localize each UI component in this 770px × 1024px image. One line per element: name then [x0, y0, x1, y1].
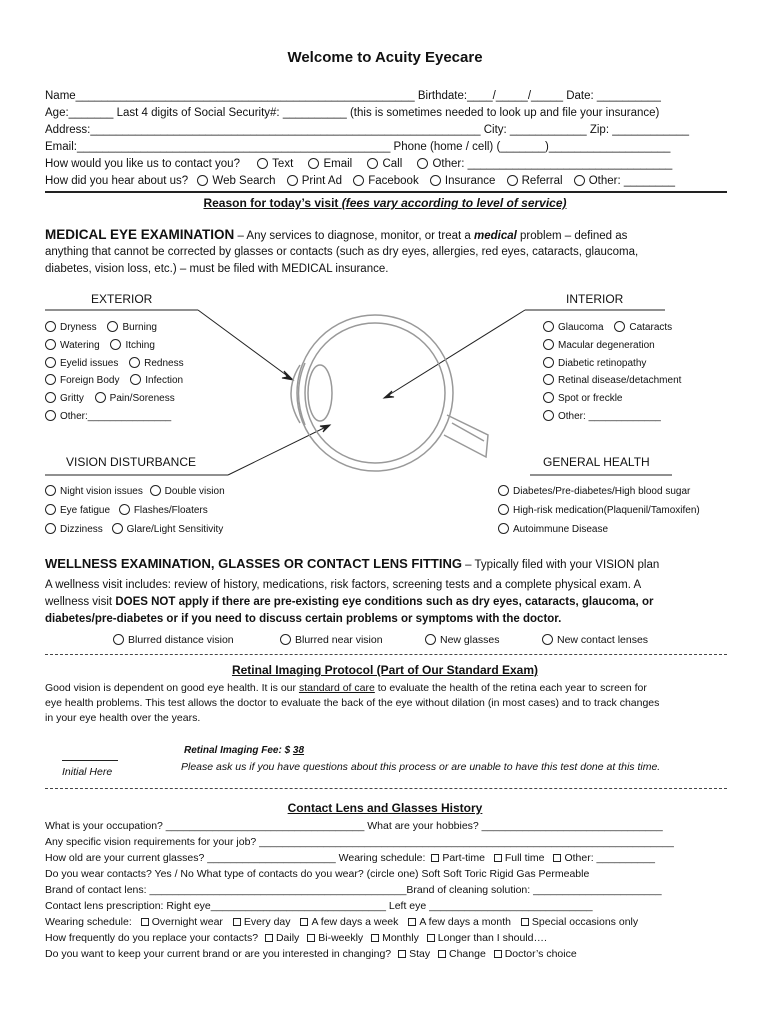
contact-option-other[interactable]: Other: ________________________________: [417, 158, 672, 170]
vision-row-3: [45, 523, 223, 537]
radio-icon: [498, 504, 509, 515]
vision-row-2: [45, 504, 208, 518]
retinal-para-2: eye health problems. This test allows the doctor to evaluate the back of the eye without dilation (in most cases) and to track changes: [45, 697, 660, 709]
history-heading: Contact Lens and Glasses History: [287, 801, 483, 815]
exterior-row-5: [45, 392, 175, 406]
medical-exam-line1: MEDICAL EYE EXAMINATION – Any services to diagnose, monitor, or treat a medical problem – defined as: [45, 227, 628, 242]
brand-option-doctors-choice[interactable]: Doctor’s choice: [494, 948, 577, 960]
contact-preference-label: How would you like us to contact you?: [45, 158, 240, 170]
radio-icon: [95, 392, 106, 403]
radio-icon: [498, 485, 509, 496]
radio-icon: [45, 410, 56, 421]
job-vision-requirements-line[interactable]: Any specific vision requirements for your job? _______________________________________________________________________: [45, 836, 674, 848]
contact-option-email[interactable]: Email: [308, 158, 352, 170]
radio-icon: [417, 158, 428, 169]
exterior-heading: EXTERIOR: [91, 292, 153, 306]
retinal-para-1: Good vision is dependent on good eye health. It is our standard of care to evaluate the health of the retina each year to screen for: [45, 682, 647, 694]
initial-label: Initial Here: [62, 766, 113, 778]
vision-option-night[interactable]: Night vision issues: [45, 486, 143, 497]
interior-option-diabetic-retinopathy[interactable]: Diabetic retinopathy: [543, 357, 646, 371]
radio-icon: [425, 634, 436, 645]
radio-icon: [257, 158, 268, 169]
radio-icon: [129, 357, 140, 368]
radio-icon: [308, 158, 319, 169]
brand-option-stay[interactable]: Stay: [398, 948, 430, 960]
wear-option-few-days-month[interactable]: A few days a month: [408, 916, 511, 928]
radio-icon: [614, 321, 625, 332]
vision-option-glare[interactable]: Glare/Light Sensitivity: [112, 524, 224, 535]
checkbox-icon: [427, 934, 435, 942]
radio-icon: [130, 374, 141, 385]
arrow-head: [320, 425, 330, 432]
brand-line[interactable]: Brand of contact lens: ____________________________________________Brand of cleaning solution: ______________________: [45, 884, 662, 896]
checkbox-icon: [398, 950, 406, 958]
replace-option-daily[interactable]: Daily: [265, 932, 299, 944]
exterior-pointer: [198, 310, 293, 380]
schedule-option-part-time[interactable]: Part-time: [431, 852, 485, 864]
wear-option-special[interactable]: Special occasions only: [521, 916, 638, 928]
checkbox-icon: [307, 934, 315, 942]
age-ssn-line[interactable]: Age:_______ Last 4 digits of Social Security#: __________ (this is sometimes needed to look up and file your insurance): [45, 107, 660, 119]
referral-option-other[interactable]: Other: ________: [574, 175, 675, 187]
contact-option-text[interactable]: Text: [257, 158, 293, 170]
radio-icon: [498, 523, 509, 534]
radio-icon: [280, 634, 291, 645]
radio-icon: [543, 339, 554, 350]
wellness-title: WELLNESS EXAMINATION, GLASSES OR CONTACT LENS FITTING: [45, 556, 462, 571]
contact-preference-row: [45, 156, 672, 172]
reason-heading: Reason for today’s visit (fees vary according to level of service): [203, 196, 567, 210]
referral-option-print-ad[interactable]: Print Ad: [287, 175, 342, 187]
general-health-heading: GENERAL HEALTH: [543, 455, 650, 469]
general-option-diabetes[interactable]: Diabetes/Pre-diabetes/High blood sugar: [498, 485, 690, 499]
checkbox-icon: [300, 918, 308, 926]
exterior-row-3: [45, 357, 184, 371]
checkbox-icon: [141, 918, 149, 926]
wellness-para-1: A wellness visit includes: review of history, medications, risk factors, screening tests and a complete physical exam. A: [45, 579, 642, 591]
checkbox-icon: [431, 854, 439, 862]
exterior-option-itching[interactable]: Itching: [110, 340, 154, 351]
radio-icon: [150, 485, 161, 496]
radio-icon: [507, 175, 518, 186]
interior-pointer: [384, 310, 525, 398]
wear-option-overnight[interactable]: Overnight wear: [141, 916, 223, 928]
exterior-option-redness[interactable]: Redness: [129, 358, 183, 369]
radio-icon: [430, 175, 441, 186]
interior-option-glaucoma[interactable]: Glaucoma: [543, 322, 604, 333]
wellness-option-new-glasses[interactable]: New glasses: [425, 633, 500, 647]
interior-row-1: [543, 321, 672, 335]
vision-option-flashes[interactable]: Flashes/Floaters: [119, 505, 208, 516]
radio-icon: [543, 374, 554, 385]
wear-option-every-day[interactable]: Every day: [233, 916, 291, 928]
radio-icon: [110, 339, 121, 350]
referral-option-facebook[interactable]: Facebook: [353, 175, 419, 187]
exterior-option-burning[interactable]: Burning: [107, 322, 156, 333]
divider: [45, 788, 727, 789]
name-birthdate-date-line[interactable]: Name_____________________________________________________ Birthdate:____/_____/_____ Date: __________: [45, 90, 661, 102]
general-option-autoimmune[interactable]: Autoimmune Disease: [498, 523, 608, 537]
referral-option-referral[interactable]: Referral: [507, 175, 563, 187]
brand-change-line: Do you want to keep your current brand or are you interested in changing? Stay Change Doctor’s choice: [45, 948, 577, 960]
checkbox-icon: [438, 950, 446, 958]
contacts-type-line[interactable]: Do you wear contacts? Yes / No What type of contacts do you wear? (circle one) Soft Soft Toric Rigid Gas Permeable: [45, 868, 590, 880]
prescription-line[interactable]: Contact lens prescription: Right eye______________________________ Left eye ____________________________: [45, 900, 593, 912]
vision-option-dizziness[interactable]: Dizziness: [45, 524, 103, 535]
interior-option-retinal-disease[interactable]: Retinal disease/detachment: [543, 374, 681, 388]
general-option-high-risk-medication[interactable]: High-risk medication(Plaquenil/Tamoxifen): [498, 504, 700, 518]
exterior-row-1: [45, 321, 157, 335]
referral-option-insurance[interactable]: Insurance: [430, 175, 496, 187]
checkbox-icon: [494, 854, 502, 862]
interior-heading: INTERIOR: [566, 292, 624, 306]
referral-option-web-search[interactable]: Web Search: [197, 175, 275, 187]
exterior-option-pain[interactable]: Pain/Soreness: [95, 393, 175, 404]
radio-icon: [543, 357, 554, 368]
brand-option-change[interactable]: Change: [438, 948, 486, 960]
wellness-para-3: diabetes/pre-diabetes or if you need to discuss certain problems or symptoms with the doctor.: [45, 613, 562, 625]
radio-icon: [543, 410, 554, 421]
replace-option-biweekly[interactable]: Bi-weekly: [307, 932, 363, 944]
radio-icon: [119, 504, 130, 515]
radio-icon: [197, 175, 208, 186]
exterior-option-infection[interactable]: Infection: [130, 375, 183, 386]
replacement-frequency-line: How frequently do you replace your contacts? Daily Bi-weekly Monthly Longer than I should….: [45, 932, 547, 944]
radio-icon: [45, 523, 56, 534]
retinal-fee: Retinal Imaging Fee: $ 38: [184, 745, 305, 756]
checkbox-icon: [371, 934, 379, 942]
referral-source-row: [45, 173, 675, 189]
exterior-option-dryness[interactable]: Dryness: [45, 322, 97, 333]
radio-icon: [287, 175, 298, 186]
radio-icon: [543, 321, 554, 332]
referral-source-label: How did you hear about us?: [45, 175, 189, 187]
exterior-option-other[interactable]: Other:_______________: [45, 410, 171, 424]
wear-option-few-days-week[interactable]: A few days a week: [300, 916, 398, 928]
vision-row-1: [45, 485, 225, 499]
divider: [45, 191, 727, 193]
retinal-para-3: in your eye health over the years.: [45, 712, 201, 724]
exterior-option-gritty[interactable]: Gritty: [45, 393, 84, 404]
radio-icon: [367, 158, 378, 169]
radio-icon: [112, 523, 123, 534]
checkbox-icon: [265, 934, 273, 942]
medical-exam-line2: anything that cannot be corrected by glasses or contacts (such as dry eyes, allergies, red eyes, cataracts, glaucoma,: [45, 246, 639, 258]
radio-icon: [45, 392, 56, 403]
checkbox-icon: [521, 918, 529, 926]
checkbox-icon: [233, 918, 241, 926]
interior-option-spot[interactable]: Spot or freckle: [543, 392, 622, 406]
address-line[interactable]: Address:_____________________________________________________________ City: ____________ Zip: ____________: [45, 124, 689, 136]
radio-icon: [45, 504, 56, 515]
exterior-row-2: [45, 339, 155, 353]
email-phone-line[interactable]: Email:_________________________________________________ Phone (home / cell) (_______)___________________: [45, 141, 671, 153]
retinal-heading: Retinal Imaging Protocol (Part of Our Standard Exam): [231, 663, 539, 677]
radio-icon: [542, 634, 553, 645]
vision-option-fatigue[interactable]: Eye fatigue: [45, 505, 110, 516]
wellness-option-new-contacts[interactable]: New contact lenses: [542, 633, 648, 647]
medical-exam-line3: diabetes, vision loss, etc.) – must be filed with MEDICAL insurance.: [45, 263, 389, 275]
radio-icon: [107, 321, 118, 332]
checkbox-icon: [408, 918, 416, 926]
initial-line[interactable]: [62, 760, 118, 761]
wellness-heading-line: WELLNESS EXAMINATION, GLASSES OR CONTACT LENS FITTING – Typically filed with your VISION plan: [45, 556, 660, 571]
arrow-head: [282, 371, 293, 380]
divider: [45, 654, 727, 655]
wellness-option-near[interactable]: Blurred near vision: [280, 633, 383, 647]
replace-option-monthly[interactable]: Monthly: [371, 932, 419, 944]
replace-option-longer[interactable]: Longer than I should….: [427, 932, 547, 944]
vision-pointer: [228, 425, 330, 475]
contact-option-call[interactable]: Call: [367, 158, 402, 170]
exterior-option-eyelid[interactable]: Eyelid issues: [45, 358, 118, 369]
vision-option-double[interactable]: Double vision: [150, 486, 225, 497]
exterior-option-foreign-body[interactable]: Foreign Body: [45, 375, 119, 386]
occupation-hobbies-line[interactable]: What is your occupation? __________________________________ What are your hobbies? _______________________________: [45, 820, 663, 832]
exterior-row-4: [45, 374, 183, 388]
checkbox-icon: [553, 854, 561, 862]
radio-icon: [113, 634, 124, 645]
checkbox-icon: [494, 950, 502, 958]
wellness-para-2: wellness visit DOES NOT apply if there are pre-existing eye conditions such as dry eyes, cataracts, glaucoma, or: [45, 596, 654, 608]
medical-exam-title: MEDICAL EYE EXAMINATION: [45, 227, 235, 242]
schedule-option-other[interactable]: Other: __________: [553, 852, 655, 864]
glasses-age-line: How old are your current glasses? ______________________ Wearing schedule: Part-time Full time Other: __________: [45, 852, 655, 864]
wellness-option-distance[interactable]: Blurred distance vision: [113, 633, 234, 647]
arrow-head: [384, 391, 394, 398]
radio-icon: [45, 485, 56, 496]
radio-icon: [45, 339, 56, 350]
interior-option-macular[interactable]: Macular degeneration: [543, 339, 655, 353]
radio-icon: [45, 357, 56, 368]
interior-option-cataracts[interactable]: Cataracts: [614, 322, 672, 333]
radio-icon: [353, 175, 364, 186]
exterior-option-watering[interactable]: Watering: [45, 340, 100, 351]
retinal-note: Please ask us if you have questions about this process or are unable to have this test done at this time.: [181, 761, 661, 773]
radio-icon: [543, 392, 554, 403]
interior-option-other[interactable]: Other: _____________: [543, 410, 661, 424]
radio-icon: [45, 374, 56, 385]
vision-disturbance-heading: VISION DISTURBANCE: [66, 455, 197, 469]
radio-icon: [574, 175, 585, 186]
page-title: Welcome to Acuity Eyecare: [287, 49, 483, 66]
wearing-schedule-line: Wearing schedule: Overnight wear Every day A few days a week A few days a month Special occasions only: [45, 916, 639, 928]
schedule-option-full-time[interactable]: Full time: [494, 852, 545, 864]
radio-icon: [45, 321, 56, 332]
